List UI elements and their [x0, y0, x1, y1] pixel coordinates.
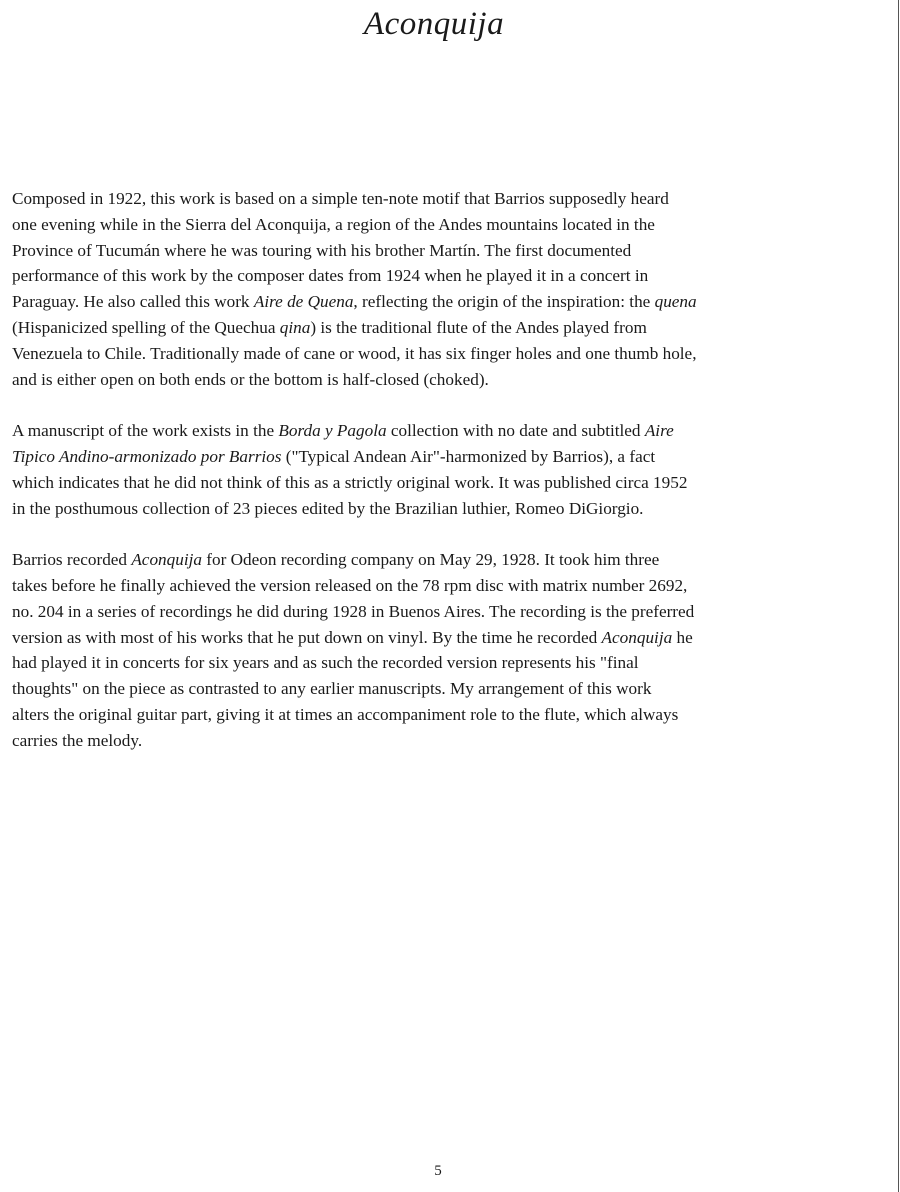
- text-line: [12, 676, 864, 702]
- paragraph: [12, 547, 864, 753]
- text-run: Paraguay. He also called this work: [12, 292, 254, 312]
- text-line: [12, 573, 864, 599]
- text-run: ) is the traditional flute of the Andes played from: [310, 317, 647, 337]
- text-run: carries the melody.: [12, 730, 143, 750]
- text-line: [12, 315, 864, 341]
- page-number: 5: [434, 1163, 442, 1179]
- text-line: [12, 625, 864, 651]
- text-line: [12, 547, 864, 573]
- text-run: alters the original guitar part, giving it at times an accompaniment role to the flute, which always: [12, 704, 679, 724]
- italic-text: Tipico Andino-armonizado por Barrios: [12, 446, 282, 466]
- text-line: [12, 212, 864, 238]
- text-run: thoughts" on the piece as contrasted to any earlier manuscripts. My arrangement of this work: [12, 679, 652, 699]
- text-run: , reflecting the origin of the inspiration: the: [353, 292, 655, 312]
- text-run: version as with most of his works that he put down on vinyl. By the time he recorded: [12, 627, 602, 647]
- text-line: [12, 650, 864, 676]
- text-line: [12, 341, 864, 367]
- text-run: Composed in 1922, this work is based on a simple ten-note motif that Barrios supposedly heard: [12, 189, 669, 208]
- text-line: [12, 238, 864, 264]
- text-run: for Odeon recording company on May 29, 1928. It took him three: [201, 550, 660, 570]
- text-run: (Hispanicized spelling of the Quechua: [12, 317, 280, 337]
- page-title: Aconquija: [363, 6, 505, 42]
- text-run: and is either open on both ends or the bottom is half-closed (choked).: [12, 369, 489, 389]
- italic-text: qina: [279, 317, 311, 337]
- italic-text: quena: [654, 292, 697, 312]
- text-line: [12, 599, 864, 625]
- italic-text: Aconquija: [131, 550, 202, 570]
- text-line: [12, 470, 864, 496]
- text-run: takes before he finally achieved the version released on the 78 rpm disc with matrix number 2692,: [12, 575, 688, 595]
- text-run: had played it in concerts for six years and as such the recorded version represents his "final: [12, 653, 639, 673]
- paragraph: [12, 186, 864, 392]
- text-run: one evening while in the Sierra del Aconquija, a region of the Andes mountains located in the: [12, 214, 655, 234]
- text-run: no. 204 in a series of recordings he did during 1928 in Buenos Aires. The recording is the preferred: [12, 601, 695, 621]
- text-line: [12, 444, 864, 470]
- text-line: [12, 496, 864, 522]
- text-line: [12, 263, 864, 289]
- text-line: [12, 289, 864, 315]
- text-run: collection with no date and subtitled: [386, 421, 645, 441]
- text-run: in the posthumous collection of 23 pieces edited by the Brazilian luthier, Romeo DiGiorgio.: [12, 498, 644, 518]
- text-line: [12, 702, 864, 728]
- body-text: [12, 186, 864, 779]
- italic-text: Aconquija: [601, 627, 673, 647]
- italic-text: Aire de Quena: [253, 292, 354, 312]
- text-line: [12, 728, 864, 754]
- text-run: ("Typical Andean Air"-harmonized by Barrios), a fact: [281, 446, 656, 466]
- text-run: Venezuela to Chile. Traditionally made of cane or wood, it has six finger holes and one thumb hole,: [12, 343, 697, 363]
- paragraph: [12, 418, 864, 521]
- text-run: Province of Tucumán where he was touring with his brother Martín. The first documented: [12, 240, 632, 260]
- text-line: [12, 367, 864, 393]
- italic-text: Borda y Pagola: [278, 421, 387, 441]
- italic-text: Aire: [644, 421, 674, 441]
- text-run: which indicates that he did not think of this as a strictly original work. It was published circa 1952: [12, 472, 688, 492]
- text-line: [12, 186, 864, 212]
- text-run: he: [672, 627, 693, 647]
- text-run: Barrios recorded: [12, 550, 132, 570]
- text-run: A manuscript of the work exists in the: [12, 421, 279, 441]
- text-line: [12, 418, 864, 444]
- text-run: performance of this work by the composer dates from 1924 when he played it in a concert in: [12, 266, 649, 286]
